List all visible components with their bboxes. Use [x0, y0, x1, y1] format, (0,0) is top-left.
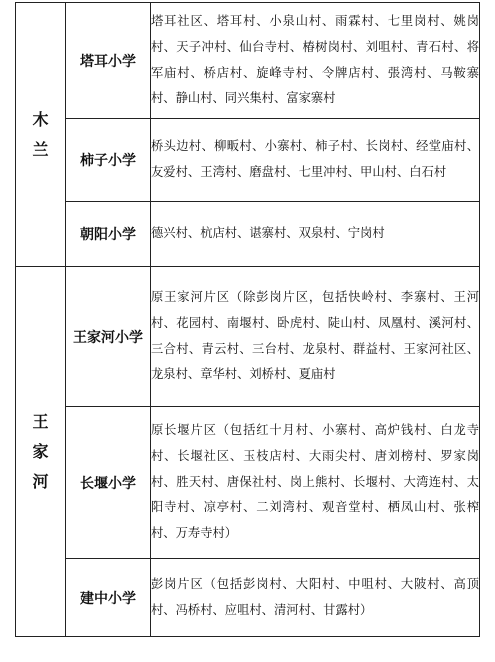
school-name: 建中小学 [66, 559, 151, 637]
table-row [16, 407, 480, 559]
enrollment-areas: 塔耳社区、塔耳村、小泉山村、雨霖村、七里岗村、姚岗村、天子冲村、仙台寺村、椿树岗村、刘咀村、青石村、将军庙村、桥店村、旋峰寺村、令牌店村、張湾村、马鞍寨村、静山村、同兴集村、富家寨村 [151, 3, 480, 119]
town-name-char: 家 [32, 441, 49, 461]
table-row [16, 202, 480, 267]
table-row [16, 559, 480, 637]
school-name: 长堰小学 [66, 407, 151, 559]
town-cell-mulan [16, 3, 66, 267]
school-name: 柿子小学 [66, 119, 151, 202]
school-name: 塔耳小学 [66, 3, 151, 119]
enrollment-areas: 原王家河片区（除彭岗片区，包括快岭村、李寨村、王河村、花园村、南堰村、卧虎村、陡山村、凤凰村、溪河村、三合村、青云村、三台村、龙泉村、群益村、王家河社区、龙泉村、章华村、刘桥村、夏庙村 [151, 267, 480, 407]
table-row [16, 267, 480, 407]
table-row [16, 3, 480, 119]
town-name-char: 兰 [32, 139, 49, 159]
enrollment-areas: 德兴村、杭店村、谌寨村、双泉村、宁岗村 [151, 202, 480, 267]
town-name-char: 河 [32, 471, 49, 491]
enrollment-areas: 桥头边村、柳畈村、小寨村、柿子村、长岗村、经堂庙村、友爱村、王湾村、磨盘村、七里冲村、甲山村、白石村 [151, 119, 480, 202]
enrollment-areas: 彭岗片区（包括彭岗村、大阳村、中咀村、大陂村、高顶村、冯桥村、应咀村、清河村、甘露村） [151, 559, 480, 637]
school-name: 王家河小学 [66, 267, 151, 407]
school-name: 朝阳小学 [66, 202, 151, 267]
town-name-char: 王 [32, 411, 49, 431]
table-row [16, 119, 480, 202]
school-district-table [15, 2, 480, 637]
town-cell-wangjiahe [16, 267, 66, 637]
town-name-char: 木 [32, 109, 49, 129]
enrollment-areas: 原长堰片区（包括红十月村、小寨村、高炉钱村、白龙寺村、长堰社区、玉枝店村、大雨尖村、唐刘榜村、罗家岗村、胜天村、唐保社村、岗上熊村、长堰村、大湾连村、太阳寺村、凉亭村、二刘湾村、观音堂村、栖凤山村、张榨村、万寿寺村） [151, 407, 480, 559]
